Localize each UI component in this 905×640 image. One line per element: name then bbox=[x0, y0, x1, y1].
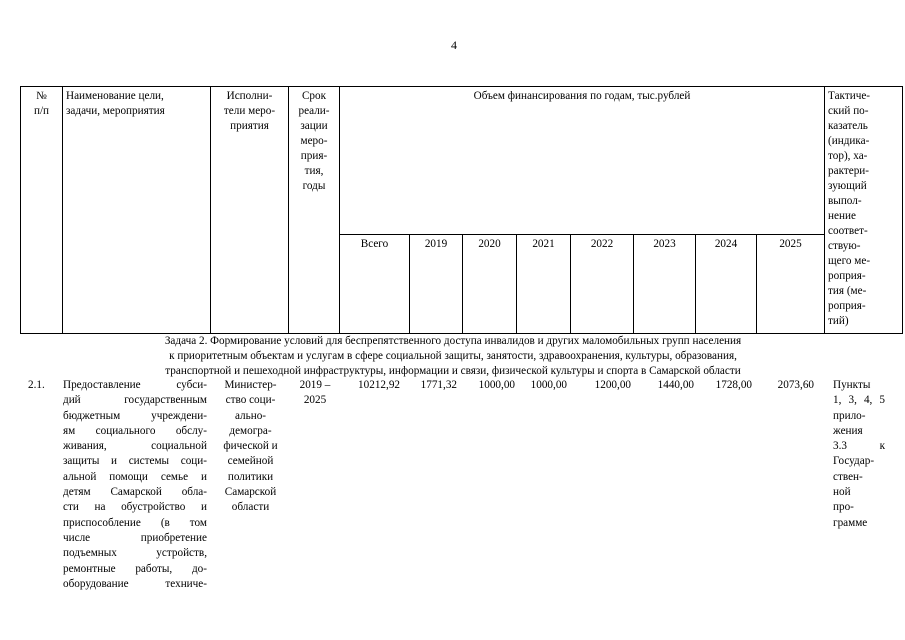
task-title-line: транспортной и пешеходной инфраструктуры, информации и связи, физической культуры и спорта в Самарской области bbox=[165, 365, 741, 377]
row-year-value: 1771,32 bbox=[420, 379, 457, 391]
row-indicator-line: прило- bbox=[833, 409, 866, 422]
row-indicator-line: ствен- bbox=[833, 470, 863, 483]
row-name bbox=[63, 378, 207, 592]
row-year-value: 1000,00 bbox=[478, 379, 515, 391]
row-name-line: защиты и системы соци- bbox=[63, 455, 207, 468]
header-name: Наименование цели, задачи, мероприятия bbox=[63, 87, 211, 334]
row-indicator bbox=[833, 378, 885, 531]
funding-table-header bbox=[20, 86, 903, 334]
row-name-line: живания, социальной bbox=[63, 440, 207, 453]
row-term: 2019 – 2025 bbox=[299, 379, 331, 407]
row-name-line: подъемных устройств, bbox=[63, 547, 207, 560]
row-name-line: приспособление (в том bbox=[63, 516, 207, 529]
row-indicator-line: грамме bbox=[833, 516, 868, 529]
row-indicator-line: Пункты bbox=[833, 379, 871, 391]
header-year: 2023 bbox=[634, 235, 696, 334]
row-num: 2.1. bbox=[28, 379, 45, 391]
row-name-line: ремонтные работы, до- bbox=[63, 562, 207, 575]
row-year-value: 1440,00 bbox=[657, 379, 694, 391]
row-name-line: сти на обустройство и bbox=[63, 501, 207, 514]
header-executor: Исполни- тели меро- приятия bbox=[211, 87, 289, 334]
row-name-line: числе приобретение bbox=[63, 531, 207, 544]
row-indicator-line: 1, 3, 4, 5 bbox=[833, 394, 885, 407]
header-funding: Объем финансирования по годам, тыс.рублей bbox=[340, 87, 825, 235]
row-year-value: 1728,00 bbox=[715, 379, 752, 391]
task-title-line: к приоритетным объектам и услугам в сфере социальной защиты, занятости, здравоохранения, культуры, образования, bbox=[169, 350, 737, 362]
row-name-line: альной помощи семье и bbox=[63, 470, 207, 483]
row-indicator-line: 3.3 к bbox=[833, 440, 885, 453]
row-name-line: Предоставление субси- bbox=[63, 379, 207, 391]
page-number: 4 bbox=[451, 38, 457, 52]
header-year: 2019 bbox=[410, 235, 463, 334]
header-num: № п/п bbox=[21, 87, 63, 334]
row-name-line: оборудование техниче- bbox=[63, 577, 207, 590]
header-term: Срок реали- зации меро- прия- тия, годы bbox=[289, 87, 340, 334]
header-indicator: Тактиче- ский по- казатель (индика- тор), ха- рактери- зующий выпол- нение соответ- ствую- щего ме- роприя- тия (ме- роприя- тий) bbox=[825, 87, 903, 334]
row-year-value: 1200,00 bbox=[594, 379, 631, 391]
row-name-line: дий государственным bbox=[63, 394, 207, 407]
row-year-value: 2073,60 bbox=[777, 379, 814, 391]
header-year: 2020 bbox=[463, 235, 517, 334]
task-title bbox=[20, 334, 886, 379]
row-indicator-line: Государ- bbox=[833, 455, 875, 468]
row-name-line: ям социального обслу- bbox=[63, 424, 207, 437]
header-year: 2021 bbox=[517, 235, 571, 334]
header-year: 2022 bbox=[571, 235, 634, 334]
task-title-line: Задача 2. Формирование условий для беспрепятственного доступа инвалидов и других маломобильных групп населения bbox=[164, 335, 742, 347]
header-year: 2024 bbox=[696, 235, 757, 334]
row-executor: Министер- ство соци- ально- демогра- фической и семейной политики Самарской области bbox=[223, 379, 278, 514]
row-indicator-line: жения bbox=[833, 424, 863, 437]
row-year-value: 1000,00 bbox=[530, 379, 567, 391]
row-indicator-line: ной bbox=[833, 486, 851, 499]
row-name-line: бюджетным учреждени- bbox=[63, 409, 207, 422]
header-year: 2025 bbox=[757, 235, 825, 334]
row-name-line: детям Самарской обла- bbox=[63, 486, 207, 499]
row-total: 10212,92 bbox=[358, 379, 400, 391]
row-indicator-line: про- bbox=[833, 501, 854, 514]
header-total: Всего bbox=[340, 235, 410, 334]
